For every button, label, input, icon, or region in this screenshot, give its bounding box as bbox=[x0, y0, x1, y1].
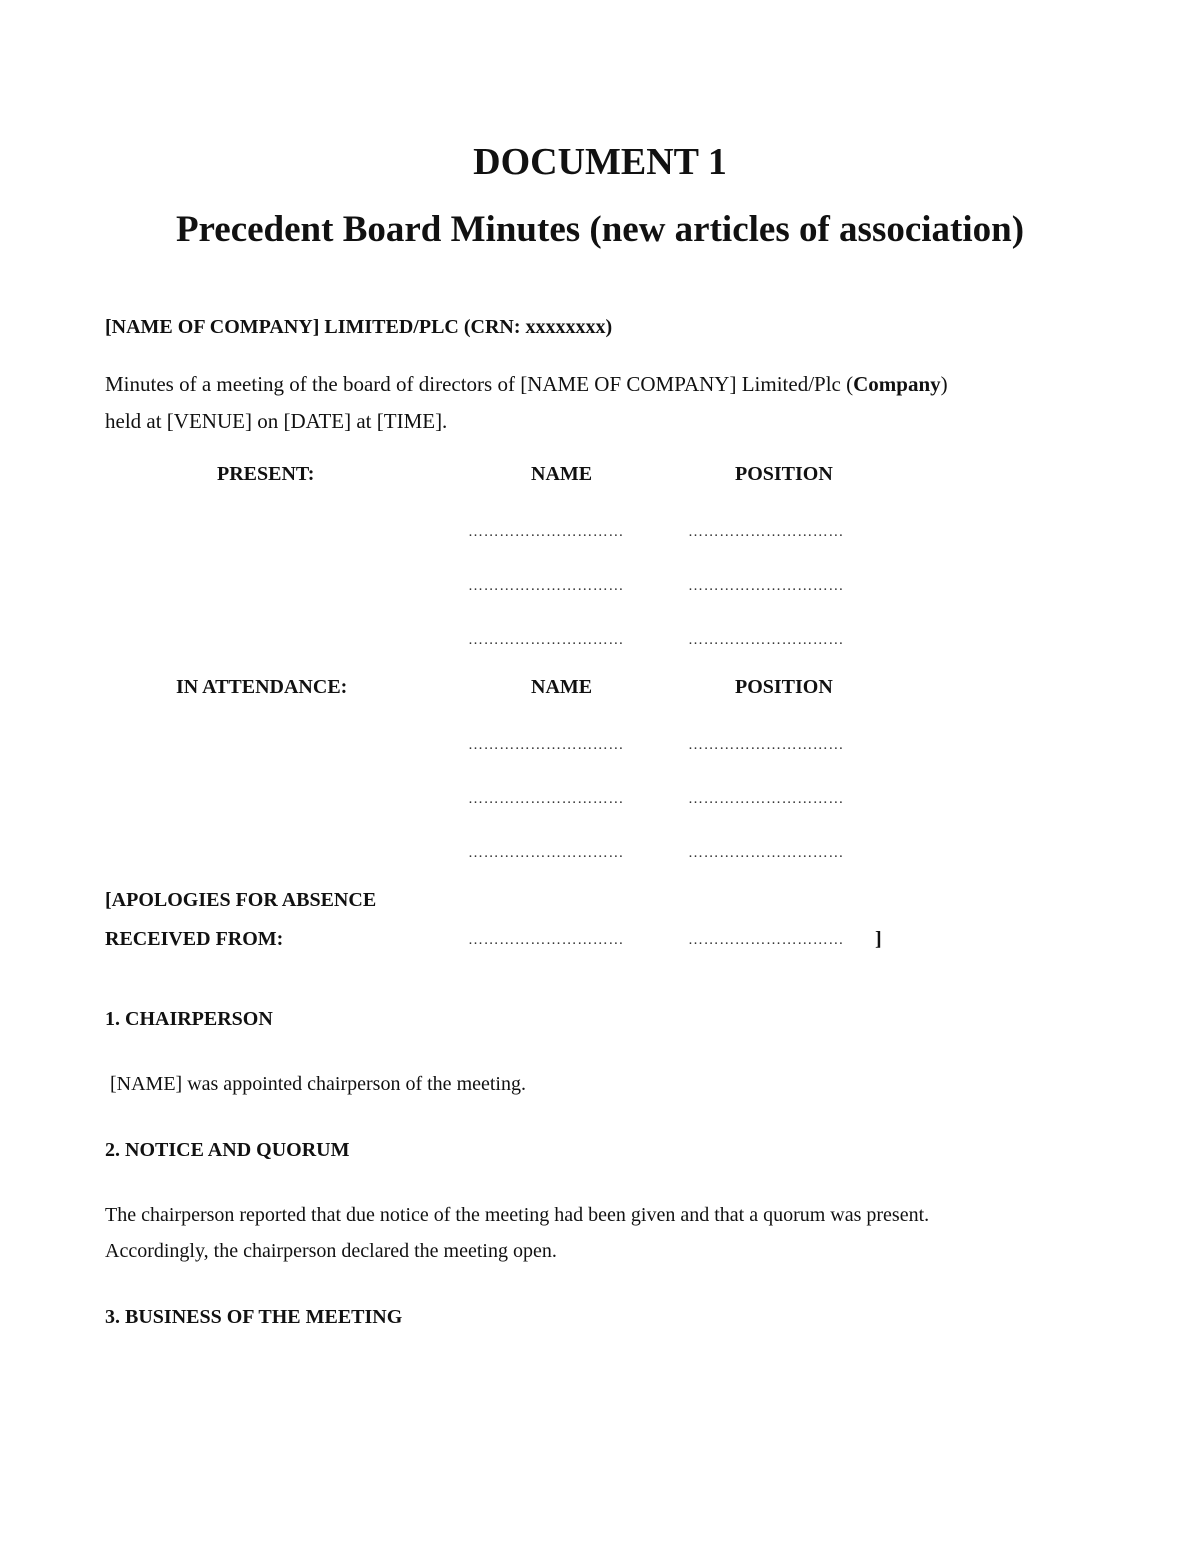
attendance-position-blank: ………………………… bbox=[688, 737, 844, 753]
document-title: DOCUMENT 1 bbox=[473, 141, 727, 183]
present-position-header: POSITION bbox=[735, 463, 833, 485]
present-label: PRESENT: bbox=[217, 463, 315, 485]
present-name-header: NAME bbox=[531, 463, 593, 485]
present-position-blank: ………………………… bbox=[688, 632, 844, 648]
attendance-label: IN ATTENDANCE: bbox=[176, 676, 348, 698]
section-heading-notice-quorum: 2. NOTICE AND QUORUM bbox=[105, 1139, 350, 1161]
apologies-close-bracket: ] bbox=[875, 928, 882, 950]
attendance-position-header: POSITION bbox=[735, 676, 833, 698]
section-heading-business: 3. BUSINESS OF THE MEETING bbox=[105, 1306, 403, 1328]
attendance-name-blank: ………………………… bbox=[468, 737, 624, 753]
present-name-blank: ………………………… bbox=[468, 524, 624, 540]
present-position-blank: ………………………… bbox=[688, 524, 844, 540]
company-line: [NAME OF COMPANY] LIMITED/PLC (CRN: xxxxxxxx) bbox=[105, 316, 613, 338]
section-body-notice-quorum-line-1: The chairperson reported that due notice of the meeting had been given and that a quorum was present. bbox=[105, 1204, 930, 1226]
intro-line-1 bbox=[105, 372, 948, 397]
present-name-blank: ………………………… bbox=[468, 578, 624, 594]
apologies-line-1: [APOLOGIES FOR ABSENCE bbox=[105, 889, 377, 911]
section-heading-chairperson: 1. CHAIRPERSON bbox=[105, 1008, 273, 1030]
section-body-notice-quorum-line-2: Accordingly, the chairperson declared the meeting open. bbox=[105, 1240, 557, 1262]
apologies-line-2: RECEIVED FROM: bbox=[105, 928, 284, 950]
intro-part-2: ) bbox=[940, 372, 948, 396]
apologies-position-blank: ………………………… bbox=[688, 932, 844, 948]
present-position-blank: ………………………… bbox=[688, 578, 844, 594]
attendance-position-blank: ………………………… bbox=[688, 845, 844, 861]
attendance-position-blank: ………………………… bbox=[688, 791, 844, 807]
apologies-name-blank: ………………………… bbox=[468, 932, 624, 948]
section-body-chairperson: [NAME] was appointed chairperson of the meeting. bbox=[105, 1073, 526, 1095]
present-name-blank: ………………………… bbox=[468, 632, 624, 648]
intro-line-2: held at [VENUE] on [DATE] at [TIME]. bbox=[105, 409, 448, 433]
document-subtitle: Precedent Board Minutes (new articles of association) bbox=[175, 209, 1025, 250]
intro-company-defined-term: Company bbox=[853, 372, 941, 396]
attendance-name-blank: ………………………… bbox=[468, 845, 624, 861]
attendance-name-header: NAME bbox=[531, 676, 593, 698]
attendance-name-blank: ………………………… bbox=[468, 791, 624, 807]
intro-part-1: Minutes of a meeting of the board of directors of [NAME OF COMPANY] Limited/Plc ( bbox=[105, 372, 854, 396]
